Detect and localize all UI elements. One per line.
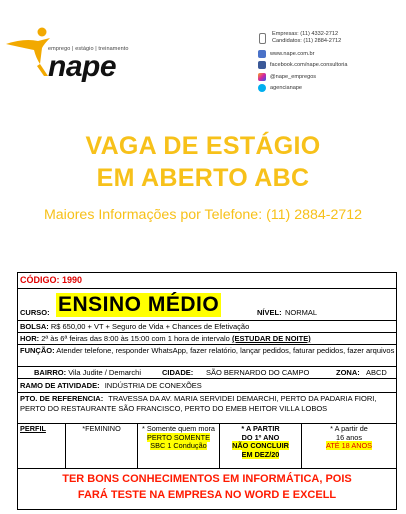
hor-value: 2ª às 6ª feiras das 8:00 às 15:00 com 1 hora de intervalo	[41, 334, 230, 343]
ramo-label: RAMO DE ATIVIDADE:	[20, 381, 100, 390]
row-codigo	[18, 273, 396, 289]
bairro-value: Vila Judite / Demarchi	[68, 368, 141, 377]
footer-notice	[18, 471, 396, 503]
row-funcao	[18, 345, 396, 367]
funcao-label: FUNÇÃO:	[20, 346, 55, 355]
zona-value: ABCD	[366, 368, 387, 377]
curso-value: ENSINO MÉDIO	[58, 293, 220, 316]
row-bairro	[18, 367, 396, 379]
contact-instagram[interactable]	[258, 71, 404, 83]
row-curso	[18, 289, 396, 321]
nivel-value: NORMAL	[285, 308, 318, 317]
bolsa-value: R$ 650,00 + VT + Seguro de Vida + Chances de Efetivação	[50, 322, 250, 331]
cidade-label: CIDADE:	[162, 368, 194, 377]
contact-website[interactable]	[258, 48, 404, 60]
perfil-sexo: *FEMININO	[82, 424, 121, 433]
ref-label: PTO. DE REFERENCIA:	[20, 394, 104, 403]
phone-candidates: Candidatos: (11) 2884-2712	[272, 38, 342, 44]
perfil-ano-cell	[220, 424, 302, 468]
perfil-ano-1: * A PARTIR	[241, 424, 280, 433]
perfil-idade-3: ATÉ 18 ANOS	[325, 441, 373, 450]
info-phone-line: Maiores Informações por Telefone: (11) 2884-2712	[43, 207, 363, 223]
nivel-label: NÍVEL:	[257, 308, 282, 317]
logo-tagline: emprego | estágio | treinamento	[48, 46, 129, 52]
perfil-mora-cell	[138, 424, 220, 468]
perfil-label-cell	[18, 424, 66, 468]
zona-label: ZONA:	[336, 368, 360, 377]
bairro-label: BAIRRO:	[34, 368, 67, 377]
skype-link[interactable]: agencianape	[270, 85, 303, 92]
row-bolsa	[18, 321, 396, 333]
contact-list	[258, 28, 404, 94]
row-perfil	[18, 424, 396, 469]
contact-phones	[258, 28, 404, 48]
hor-label: HOR:	[20, 334, 40, 343]
phone-companies: Empresas: (11) 4332-2712	[272, 31, 339, 37]
cidade-value: SÃO BERNARDO DO CAMPO	[206, 368, 310, 377]
contact-skype[interactable]	[258, 83, 404, 95]
bolsa-label: BOLSA:	[20, 322, 49, 331]
row-referencia	[18, 393, 396, 424]
perfil-mora-2: PERTO SOMENTE	[147, 432, 210, 442]
ramo-value: INDÚSTRIA DE CONEXÕES	[104, 381, 202, 390]
perfil-idade-2: 16 anos	[336, 432, 362, 442]
perfil-ano-4: EM DEZ/20	[241, 449, 280, 459]
hor-note: (ESTUDAR DE NOITE)	[231, 334, 311, 343]
phone-icon	[259, 33, 266, 44]
row-horario	[18, 333, 396, 345]
skype-icon	[258, 84, 266, 92]
vacancy-table	[17, 272, 397, 510]
perfil-ano-2: DO 1º ANO	[241, 432, 280, 442]
ref-value: TRAVESSA DA AV. MARIA SERVIDEI DEMARCHI, PERTO DA PADARIA FIORI, PERTO DO RESTAURANTE SÃO FRANCISCO, PERTO DO EMEB HEITOR VILLA LOBOS	[20, 394, 377, 413]
perfil-sexo-cell	[66, 424, 138, 468]
perfil-idade-1: * A partir de	[330, 424, 368, 433]
footer-line-2: FARÁ TESTE NA EMPRESA NO WORD E EXCELL	[77, 489, 337, 501]
funcao-value: Atender telefone, responder WhatsApp, fazer relatório, lançar pedidos, faturar pedidos, fazer arquivos	[56, 346, 395, 355]
facebook-icon	[258, 61, 266, 69]
footer-line-1: TER BONS CONHECIMENTOS EM INFORMÁTICA, POIS	[62, 473, 352, 485]
perfil-mora-1: * Somente quem mora	[141, 424, 215, 433]
globe-icon	[258, 50, 266, 58]
perfil-ano-3: NÃO CONCLUIR	[232, 441, 289, 450]
website-link[interactable]: www.nape.com.br	[270, 50, 315, 57]
contact-facebook[interactable]	[258, 60, 404, 72]
perfil-mora-3: SBC 1 Condução	[150, 441, 207, 450]
facebook-link[interactable]: facebook.com/nape.consultoria	[270, 62, 348, 69]
instagram-link[interactable]: @nape_empregos	[270, 73, 317, 80]
curso-label: CURSO:	[20, 308, 50, 317]
headline-line-2: EM ABERTO ABC	[96, 164, 310, 192]
nape-logo	[4, 24, 144, 83]
logo-wordmark: nape	[48, 50, 117, 83]
job-code: CÓDIGO: 1990	[20, 275, 83, 285]
headline-line-1: VAGA DE ESTÁGIO	[85, 132, 321, 160]
instagram-icon	[258, 73, 266, 81]
perfil-idade-cell	[302, 424, 396, 468]
row-ramo	[18, 379, 396, 393]
perfil-label: PERFIL	[20, 424, 46, 433]
